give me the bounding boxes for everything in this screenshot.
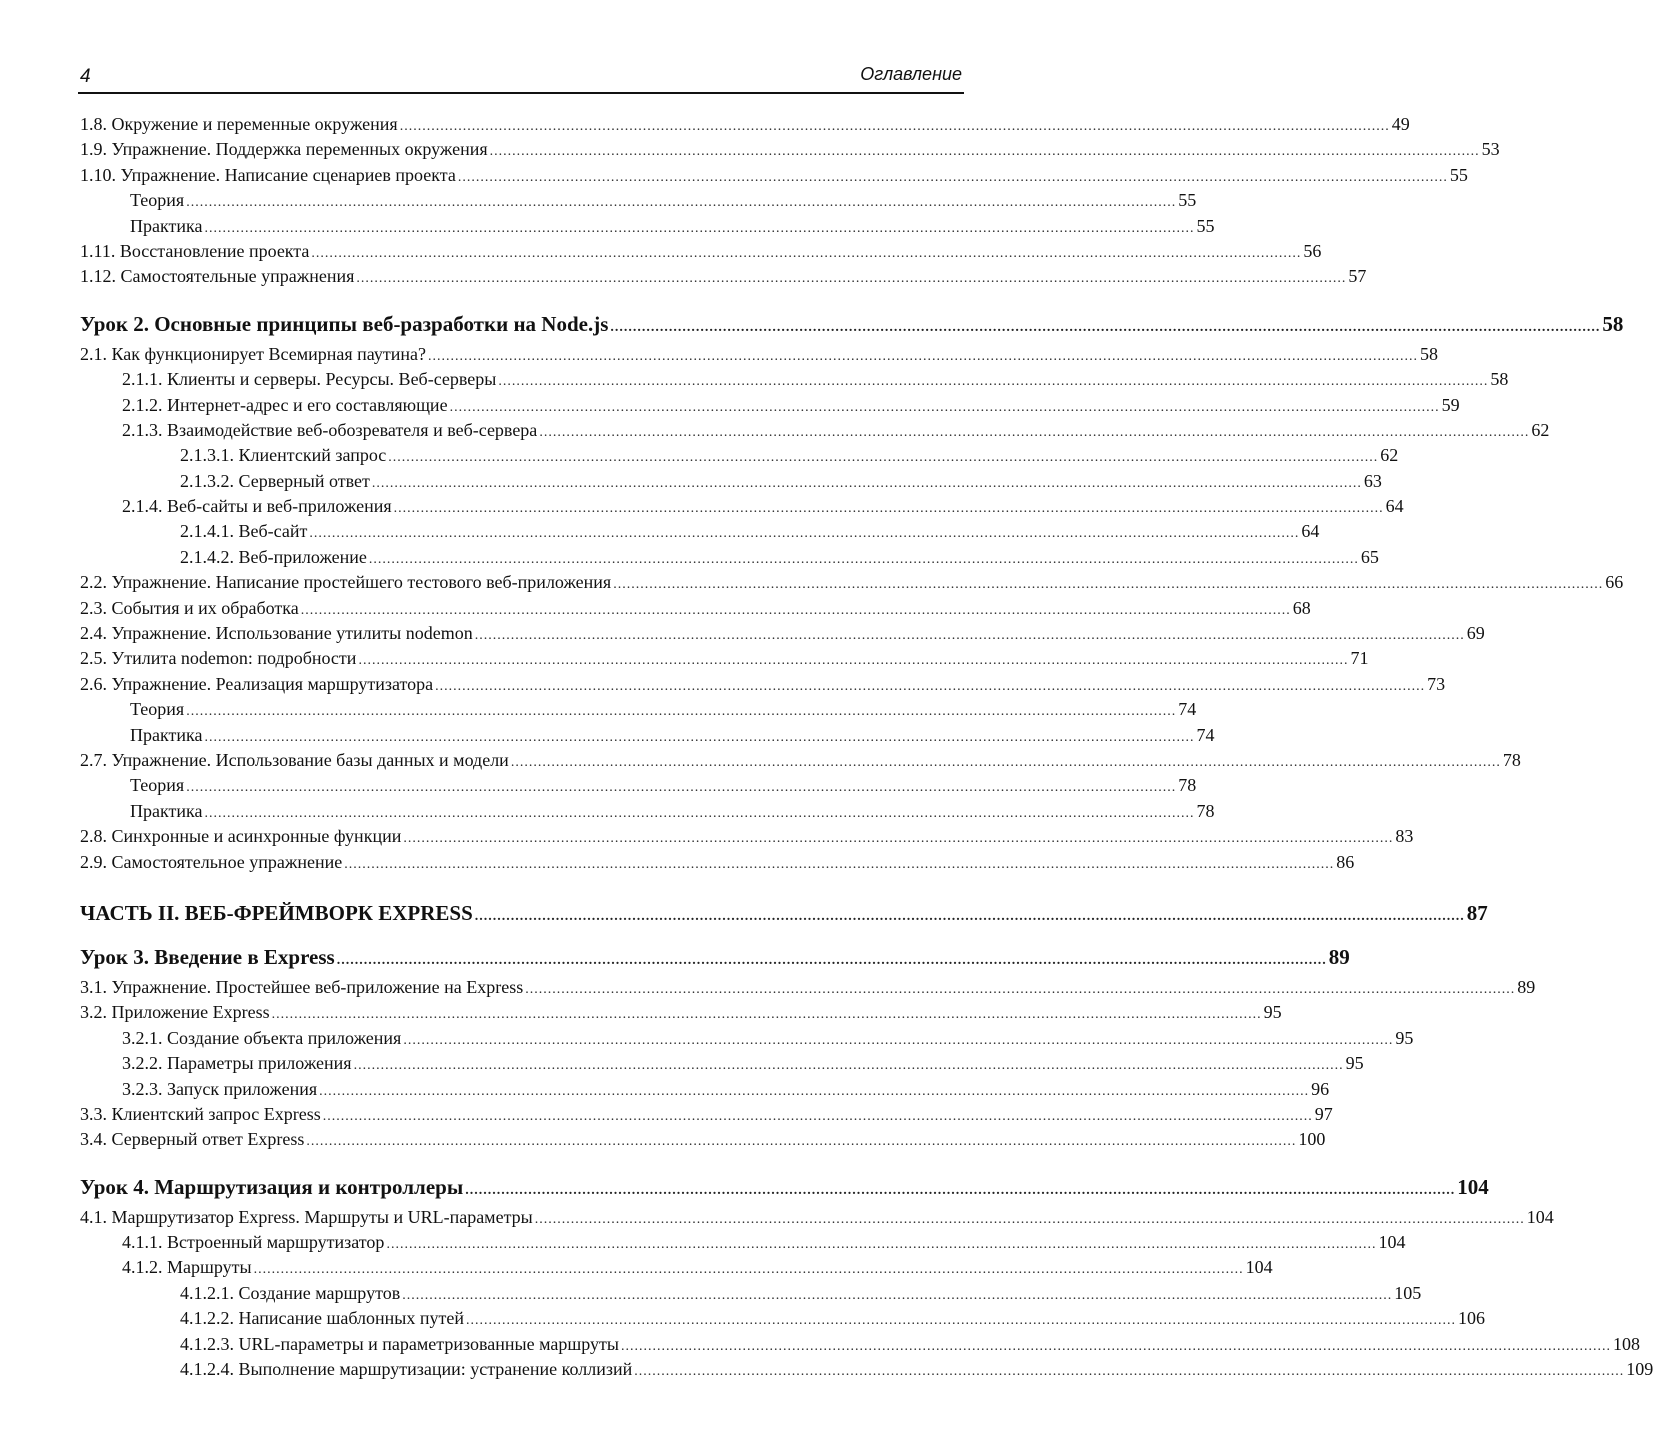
toc-entry-page: 53 <box>1481 139 1500 160</box>
toc-entry <box>80 1000 1282 1025</box>
toc-entry-page: 58 <box>1602 311 1624 336</box>
dot-leader: ............................................................................................................................................................................................................................ <box>634 1364 1625 1380</box>
toc-entry <box>80 367 1509 392</box>
dot-leader: ............................................................................................................................................................................................................................ <box>306 1134 1297 1150</box>
dot-leader: ............................................................................................................................................................................................................................ <box>402 1287 1393 1303</box>
toc-entry-title: 4.1.1. Встроенный маршрутизатор <box>122 1232 385 1253</box>
toc-entry-title: Урок 4. Маршрутизация и контроллеры <box>80 1174 464 1199</box>
dot-leader: ............................................................................................................................................................................................................................ <box>186 195 1177 211</box>
toc-entry-title: 4.1.2.2. Написание шаблонных путей <box>180 1308 464 1329</box>
toc-entry-page: 66 <box>1605 572 1624 593</box>
toc-entry-page: 83 <box>1395 826 1414 847</box>
dot-leader: ............................................................................................................................................................................................................................ <box>435 678 1426 694</box>
toc-entry-title: 2.1. Как функционирует Всемирная паутина? <box>80 343 426 364</box>
dot-leader: ............................................................................................................................................................................................................................ <box>457 169 1448 185</box>
toc-entry-title: 2.1.1. Клиенты и серверы. Ресурсы. Веб-серверы <box>122 369 497 390</box>
dot-leader: ............................................................................................................................................................................................................................ <box>539 424 1530 440</box>
toc-entry <box>80 264 1367 289</box>
toc-entry-page: 106 <box>1458 1308 1485 1329</box>
toc-entry-title: 2.1.4.1. Веб-сайт <box>180 521 308 542</box>
toc-entry-title: Теория <box>130 190 185 211</box>
toc-entry-title: 4.1.2. Маршруты <box>122 1257 252 1278</box>
toc-entry <box>80 1127 1326 1152</box>
dot-leader: ............................................................................................................................................................................................................................ <box>368 551 1359 567</box>
table-of-contents <box>80 112 1653 1382</box>
dot-leader: ............................................................................................................................................................................................................................ <box>610 319 1601 335</box>
toc-entry-page: 104 <box>1457 1174 1489 1199</box>
toc-entry <box>80 418 1550 443</box>
toc-entry-title: 4.1. Маршрутизатор Express. Маршруты и URL-параметры <box>80 1206 533 1227</box>
toc-entry-page: 57 <box>1348 266 1367 287</box>
toc-entry-page: 73 <box>1427 673 1446 694</box>
dot-leader: ............................................................................................................................................................................................................................ <box>403 831 1394 847</box>
toc-entry-title: 2.7. Упражнение. Использование базы данных и модели <box>80 749 509 770</box>
toc-entry <box>80 596 1311 621</box>
toc-entry-title: 1.8. Окружение и переменные окружения <box>80 114 398 134</box>
toc-entry-page: 105 <box>1394 1282 1422 1303</box>
toc-entry-page: 55 <box>1196 215 1215 236</box>
dot-leader: ............................................................................................................................................................................................................................ <box>498 374 1489 390</box>
dot-leader: ............................................................................................................................................................................................................................ <box>271 1007 1262 1023</box>
dot-leader: ............................................................................................................................................................................................................................ <box>186 704 1177 720</box>
toc-entry-title: Урок 3. Введение в Express <box>80 944 335 969</box>
toc-entry <box>80 494 1404 519</box>
toc-entry-title: 1.11. Восстановление проекта <box>80 240 310 261</box>
dot-leader: ............................................................................................................................................................................................................................ <box>489 144 1480 160</box>
toc-entry-page: 109 <box>1626 1359 1653 1380</box>
toc-entry-title: 3.4. Серверный ответ Express <box>80 1129 305 1150</box>
toc-entry-page: 97 <box>1314 1103 1333 1124</box>
toc-entry-title: 2.4. Упражнение. Использование утилиты nodemon <box>80 623 473 644</box>
toc-entry <box>80 1077 1330 1102</box>
dot-leader: ............................................................................................................................................................................................................................ <box>344 856 1335 872</box>
dot-leader: ............................................................................................................................................................................................................................ <box>474 908 1465 924</box>
toc-entry-title: Практика <box>130 800 203 821</box>
toc-entry-title: Практика <box>130 724 203 745</box>
toc-entry-title: 4.1.2.4. Выполнение маршрутизации: устранение коллизий <box>180 1359 633 1380</box>
toc-entry-page: 64 <box>1301 521 1320 542</box>
toc-entry <box>80 1230 1406 1255</box>
toc-entry-title: Урок 2. Основные принципы веб-разработки на Node.js <box>80 311 609 336</box>
toc-entry-page: 74 <box>1196 724 1215 745</box>
dot-leader: ............................................................................................................................................................................................................................ <box>204 220 1195 236</box>
toc-entry-page: 78 <box>1196 800 1215 821</box>
toc-entry-title: 3.2.2. Параметры приложения <box>122 1053 352 1074</box>
toc-entry-page: 65 <box>1360 546 1379 567</box>
toc-entry-page: 62 <box>1380 445 1399 466</box>
dot-leader: ............................................................................................................................................................................................................................ <box>356 271 1347 287</box>
toc-entry-title: 2.1.3.1. Клиентский запрос <box>180 445 387 466</box>
toc-entry-page: 63 <box>1363 470 1382 491</box>
toc-entry-title: Практика <box>130 215 203 236</box>
toc-entry <box>80 188 1197 213</box>
toc-entry-page: 104 <box>1378 1232 1406 1253</box>
toc-entry <box>80 137 1500 162</box>
toc-entry-page: 95 <box>1263 1002 1282 1023</box>
toc-lesson-entry <box>80 1169 1489 1205</box>
toc-entry <box>80 112 1410 137</box>
dot-leader: ............................................................................................................................................................................................................................ <box>534 1211 1525 1227</box>
toc-entry-title: 2.1.2. Интернет-адрес и его составляющие <box>122 394 448 415</box>
toc-entry <box>80 1332 1640 1357</box>
toc-entry <box>80 621 1485 646</box>
toc-entry-page: 89 <box>1328 944 1350 969</box>
toc-entry <box>80 850 1355 875</box>
dot-leader: ............................................................................................................................................................................................................................ <box>253 1262 1244 1278</box>
dot-leader: ............................................................................................................................................................................................................................ <box>371 475 1362 491</box>
toc-entry-title: 3.2.1. Создание объекта приложения <box>122 1027 402 1048</box>
toc-entry <box>80 646 1369 671</box>
dot-leader: ............................................................................................................................................................................................................................ <box>204 805 1195 821</box>
toc-entry <box>80 1255 1273 1280</box>
toc-entry <box>80 342 1438 367</box>
dot-leader: ............................................................................................................................................................................................................................ <box>620 1338 1611 1354</box>
toc-entry-title: 3.2. Приложение Express <box>80 1002 270 1023</box>
toc-entry-title: 2.6. Упражнение. Реализация маршрутизатора <box>80 673 434 694</box>
toc-entry-page: 56 <box>1303 240 1322 261</box>
toc-entry-page: 64 <box>1385 496 1404 517</box>
dot-leader: ............................................................................................................................................................................................................................ <box>449 399 1440 415</box>
toc-entry-title: 1.12. Самостоятельные упражнения <box>80 266 355 287</box>
toc-entry <box>80 1281 1422 1306</box>
toc-entry <box>80 239 1322 264</box>
dot-leader: ............................................................................................................................................................................................................................ <box>358 653 1349 669</box>
toc-entry-title: 3.3. Клиентский запрос Express <box>80 1103 321 1124</box>
toc-entry-title: 3.1. Упражнение. Простейшее веб-приложение на Express <box>80 976 524 997</box>
toc-entry-page: 69 <box>1466 623 1485 644</box>
toc-entry-title: 2.5. Утилита nodemon: подробности <box>80 648 357 669</box>
toc-entry <box>80 799 1215 824</box>
toc-entry-page: 49 <box>1391 114 1410 134</box>
dot-leader: ............................................................................................................................................................................................................................ <box>465 1182 1456 1198</box>
toc-entry-page: 87 <box>1466 900 1488 925</box>
toc-entry-page: 58 <box>1419 343 1438 364</box>
toc-entry-page: 89 <box>1517 976 1536 997</box>
toc-entry <box>80 824 1414 849</box>
toc-entry-page: 68 <box>1292 597 1311 618</box>
toc-entry-title: 2.1.3.2. Серверный ответ <box>180 470 370 491</box>
dot-leader: ............................................................................................................................................................................................................................ <box>613 577 1604 593</box>
dot-leader: ............................................................................................................................................................................................................................ <box>311 245 1302 261</box>
toc-entry-page: 78 <box>1502 749 1521 770</box>
toc-entry-title: ЧАСТЬ II. ВЕБ-ФРЕЙМВОРК EXPRESS <box>80 900 473 925</box>
toc-entry-title: 1.9. Упражнение. Поддержка переменных окружения <box>80 139 488 160</box>
toc-entry <box>80 773 1197 798</box>
dot-leader: ............................................................................................................................................................................................................................ <box>336 952 1327 968</box>
toc-entry-page: 55 <box>1178 190 1197 211</box>
toc-entry-title: 2.3. События и их обработка <box>80 597 299 618</box>
toc-entry-page: 62 <box>1531 419 1550 440</box>
dot-leader: ............................................................................................................................................................................................................................ <box>388 450 1379 466</box>
toc-entry-title: 4.1.2.1. Создание маршрутов <box>180 1282 401 1303</box>
toc-entry <box>80 672 1446 697</box>
toc-entry <box>80 975 1536 1000</box>
dot-leader: ............................................................................................................................................................................................................................ <box>525 981 1516 997</box>
dot-leader: ............................................................................................................................................................................................................................ <box>403 1032 1394 1048</box>
toc-entry-page: 95 <box>1395 1027 1414 1048</box>
toc-lesson-entry <box>80 306 1624 342</box>
toc-entry <box>80 697 1197 722</box>
toc-entry-title: 2.1.3. Взаимодействие веб-обозревателя и веб-сервера <box>122 419 538 440</box>
toc-entry-page: 108 <box>1612 1333 1640 1354</box>
toc-entry-title: 3.2.3. Запуск приложения <box>122 1078 318 1099</box>
toc-entry-page: 78 <box>1178 775 1197 796</box>
toc-entry-title: Теория <box>130 775 185 796</box>
toc-entry <box>80 393 1460 418</box>
toc-entry <box>80 1051 1364 1076</box>
toc-entry-page: 100 <box>1298 1129 1326 1150</box>
toc-entry <box>80 570 1624 595</box>
dot-leader: ............................................................................................................................................................................................................................ <box>300 602 1291 618</box>
dot-leader: ............................................................................................................................................................................................................................ <box>393 501 1384 517</box>
toc-entry <box>80 163 1468 188</box>
dot-leader: ............................................................................................................................................................................................................................ <box>466 1313 1456 1329</box>
dot-leader: ............................................................................................................................................................................................................................ <box>386 1237 1377 1253</box>
toc-entry-page: 59 <box>1441 394 1460 415</box>
toc-entry-page: 104 <box>1245 1257 1273 1278</box>
toc-entry <box>80 1026 1414 1051</box>
dot-leader: ............................................................................................................................................................................................................................ <box>427 348 1418 364</box>
toc-entry <box>80 1357 1653 1382</box>
toc-entry <box>80 469 1382 494</box>
page-header <box>78 62 964 94</box>
toc-entry <box>80 443 1399 468</box>
dot-leader: ............................................................................................................................................................................................................................ <box>353 1058 1344 1074</box>
toc-entry-page: 71 <box>1350 648 1369 669</box>
toc-entry-title: Теория <box>130 699 185 720</box>
dot-leader: ............................................................................................................................................................................................................................ <box>399 119 1390 134</box>
toc-entry <box>80 748 1521 773</box>
toc-entry <box>80 1205 1554 1230</box>
running-title: Оглавление <box>860 64 962 84</box>
dot-leader: ............................................................................................................................................................................................................................ <box>510 754 1501 770</box>
dot-leader: ............................................................................................................................................................................................................................ <box>474 628 1465 644</box>
toc-entry <box>80 723 1215 748</box>
dot-leader: ............................................................................................................................................................................................................................ <box>309 526 1300 542</box>
toc-entry <box>80 545 1379 570</box>
toc-entry-page: 58 <box>1490 369 1509 390</box>
toc-entry-title: 1.10. Упражнение. Написание сценариев проекта <box>80 164 456 185</box>
toc-entry-title: 2.1.4.2. Веб-приложение <box>180 546 367 567</box>
toc-entry-page: 104 <box>1526 1206 1554 1227</box>
toc-entry-title: 2.2. Упражнение. Написание простейшего тестового веб-приложения <box>80 572 612 593</box>
toc-entry-page: 95 <box>1345 1053 1364 1074</box>
dot-leader: ............................................................................................................................................................................................................................ <box>186 780 1177 796</box>
toc-entry <box>80 1102 1333 1127</box>
toc-entry-title: 2.1.4. Веб-сайты и веб-приложения <box>122 496 392 517</box>
toc-entry-page: 96 <box>1311 1078 1330 1099</box>
toc-entry-title: 2.9. Самостоятельное упражнение <box>80 851 343 872</box>
toc-entry-title: 4.1.2.3. URL-параметры и параметризованные маршруты <box>180 1333 619 1354</box>
toc-entry-page: 55 <box>1449 164 1468 185</box>
toc-lesson-entry <box>80 939 1350 975</box>
toc-entry <box>80 1306 1485 1331</box>
toc-entry <box>80 519 1320 544</box>
dot-leader: ............................................................................................................................................................................................................................ <box>322 1108 1313 1124</box>
toc-entry-page: 86 <box>1336 851 1355 872</box>
toc-entry <box>80 214 1215 239</box>
toc-part-entry <box>80 895 1488 931</box>
toc-entry-page: 74 <box>1178 699 1197 720</box>
page-number: 4 <box>80 66 91 87</box>
dot-leader: ............................................................................................................................................................................................................................ <box>204 729 1195 745</box>
toc-entry-title: 2.8. Синхронные и асинхронные функции <box>80 826 402 847</box>
dot-leader: ............................................................................................................................................................................................................................ <box>319 1083 1310 1099</box>
